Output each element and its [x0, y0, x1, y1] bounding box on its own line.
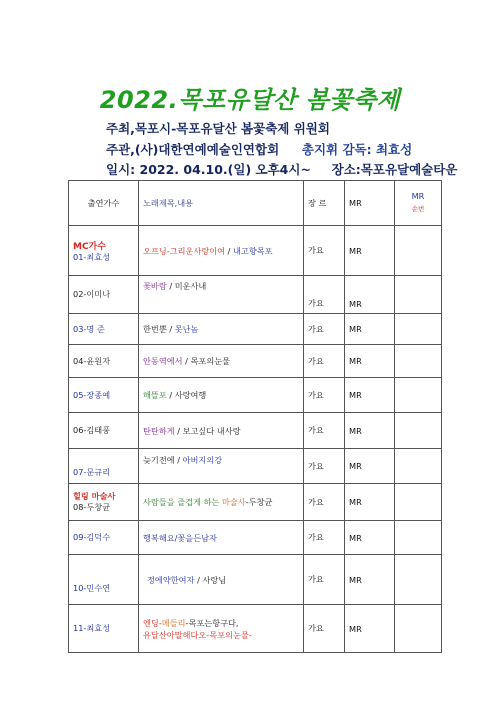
singer-cell	[69, 226, 139, 276]
table-row	[69, 413, 442, 449]
table-row	[69, 449, 442, 484]
mr-order-cell	[395, 276, 442, 314]
singer-name: 05-장종예	[69, 378, 139, 413]
mr-cell: MR	[345, 521, 395, 555]
header-mr-order	[395, 181, 442, 226]
organizer-text: 주관,(사)대한연예예술인연합회	[106, 142, 280, 157]
song-cell	[139, 378, 304, 413]
header-mr-order-label: MR	[411, 191, 425, 201]
mr-order-cell	[395, 226, 442, 276]
song-sep: /	[166, 390, 175, 400]
mc-label: MC가수	[73, 241, 106, 252]
song-cell	[139, 314, 304, 345]
song-cell	[139, 449, 304, 484]
song-cell	[139, 276, 304, 314]
song-b: 보고싶다 내사랑	[182, 425, 241, 436]
singer-cell	[69, 484, 139, 521]
singer-name: 06-김태풍	[69, 413, 139, 449]
mr-cell: MR	[345, 378, 395, 413]
table-row	[69, 484, 442, 521]
singer-name: 01-최효성	[73, 251, 111, 262]
mr-order-cell	[395, 449, 442, 484]
song-b: 아버지의강	[182, 455, 223, 465]
mr-cell: MR	[345, 276, 395, 314]
song-a: 탄탄하게	[143, 425, 175, 436]
song-sep: /	[182, 356, 191, 366]
song-b: 목포의눈물	[190, 356, 231, 366]
song-cell	[139, 413, 304, 449]
schedule-text: 일시: 2022. 04.10.(일) 오후4시~	[106, 162, 311, 177]
mr-order-cell	[395, 314, 442, 345]
mr-order-cell	[395, 555, 442, 605]
genre-cell: 가요	[304, 605, 345, 653]
program-table	[68, 180, 442, 653]
song-sep: /	[174, 425, 183, 436]
mr-order-cell	[395, 413, 442, 449]
mr-order-cell	[395, 345, 442, 378]
singer-name: 02-이미나	[69, 276, 139, 314]
mr-cell: MR	[345, 226, 395, 276]
song-c: -두창균	[245, 497, 273, 507]
schedule-line	[106, 160, 457, 178]
table-row	[69, 521, 442, 555]
mr-cell: MR	[345, 345, 395, 378]
song-a: 안동역에서	[143, 356, 183, 366]
table-row	[69, 555, 442, 605]
song-cell	[139, 345, 304, 378]
singer-name: 09-김덕수	[69, 521, 139, 555]
mr-order-cell	[395, 605, 442, 653]
mr-order-cell	[395, 484, 442, 521]
mr-order-cell	[395, 378, 442, 413]
singer-name: 03-명 준	[69, 314, 139, 345]
magician-label: 힐링 마술사	[73, 491, 116, 501]
song-sep: /	[166, 281, 175, 291]
song-b: 내고향목포	[233, 245, 273, 256]
genre-cell: 가요	[304, 484, 345, 521]
header-singer: 출연가수	[69, 181, 139, 226]
song-a: 늦기전에	[143, 455, 175, 465]
director-text: 총지휘 감독: 최효성	[301, 142, 413, 157]
song-c: -목포는항구다,	[185, 617, 239, 628]
song-b: 마술사	[222, 497, 246, 507]
table-row	[69, 345, 442, 378]
venue-text: 장소:목포유달예술타운	[331, 162, 458, 177]
singer-name: 11-최효성	[69, 605, 139, 653]
mr-cell: MR	[345, 605, 395, 653]
mr-order-cell	[395, 521, 442, 555]
genre-cell: 가요	[304, 413, 345, 449]
table-row	[69, 226, 442, 276]
mr-cell: MR	[345, 555, 395, 605]
genre-cell: 가요	[304, 378, 345, 413]
song-cell	[139, 605, 304, 653]
table-header-row	[69, 181, 442, 226]
organizer-line	[106, 140, 412, 158]
header-mr: MR	[345, 181, 395, 226]
genre-cell: 가요	[304, 521, 345, 555]
song-a: 사람들을 즐겁게 하는	[143, 497, 222, 507]
song-sep: /	[166, 324, 175, 334]
song-a: 꽃바람	[143, 281, 167, 291]
song-cell	[139, 484, 304, 521]
song-b: 메들리	[161, 617, 186, 628]
mr-cell: MR	[345, 413, 395, 449]
host-line: 주최,목포시-목포유달산 봄꽃축제 위원회	[106, 121, 330, 136]
genre-cell: 가요	[304, 226, 345, 276]
genre-cell: 가요	[304, 345, 345, 378]
header-genre: 장 르	[304, 181, 345, 226]
genre-cell: 가요	[304, 449, 345, 484]
song-a: 행복해요/꽃을든남자	[143, 532, 217, 543]
song-b: 사랑여행	[174, 390, 207, 400]
song-a: 한번뿐	[143, 324, 167, 334]
song-b: 미운사내	[174, 281, 207, 291]
song-cell	[139, 226, 304, 276]
song-sep: /	[174, 455, 183, 465]
singer-name: 10-민수연	[69, 555, 139, 605]
song-a: 엔딩-	[143, 617, 162, 628]
song-a: 오프닝-그리운사랑이여	[143, 245, 226, 256]
table-row	[69, 605, 442, 653]
festival-title: 2022.목포유달산 봄꽃축제	[99, 86, 401, 114]
song-d: 유달산아말해다오-목포의눈물-	[143, 629, 252, 640]
table-row	[69, 276, 442, 314]
song-b: 사랑님	[202, 574, 227, 585]
singer-name: 07-문규리	[69, 449, 139, 484]
singer-name: 08-두창균	[73, 502, 111, 512]
song-b: 못난놈	[174, 324, 199, 334]
genre-cell: 가요	[304, 314, 345, 345]
song-a: 해뜰포	[143, 390, 167, 400]
mr-cell: MR	[345, 484, 395, 521]
genre-cell: 가요	[304, 276, 345, 314]
song-cell	[139, 555, 304, 605]
header-song: 노래제목,내용	[139, 181, 304, 226]
table-row	[69, 314, 442, 345]
song-a: 정에약한여자	[147, 574, 195, 585]
song-sep: /	[225, 245, 234, 256]
song-sep: /	[194, 574, 203, 585]
table-row	[69, 378, 442, 413]
header-mr-order-sub: 순번	[411, 205, 425, 213]
mr-cell: MR	[345, 314, 395, 345]
genre-cell: 가요	[304, 555, 345, 605]
singer-name: 04-윤원자	[69, 345, 139, 378]
song-cell	[139, 521, 304, 555]
mr-cell: MR	[345, 449, 395, 484]
